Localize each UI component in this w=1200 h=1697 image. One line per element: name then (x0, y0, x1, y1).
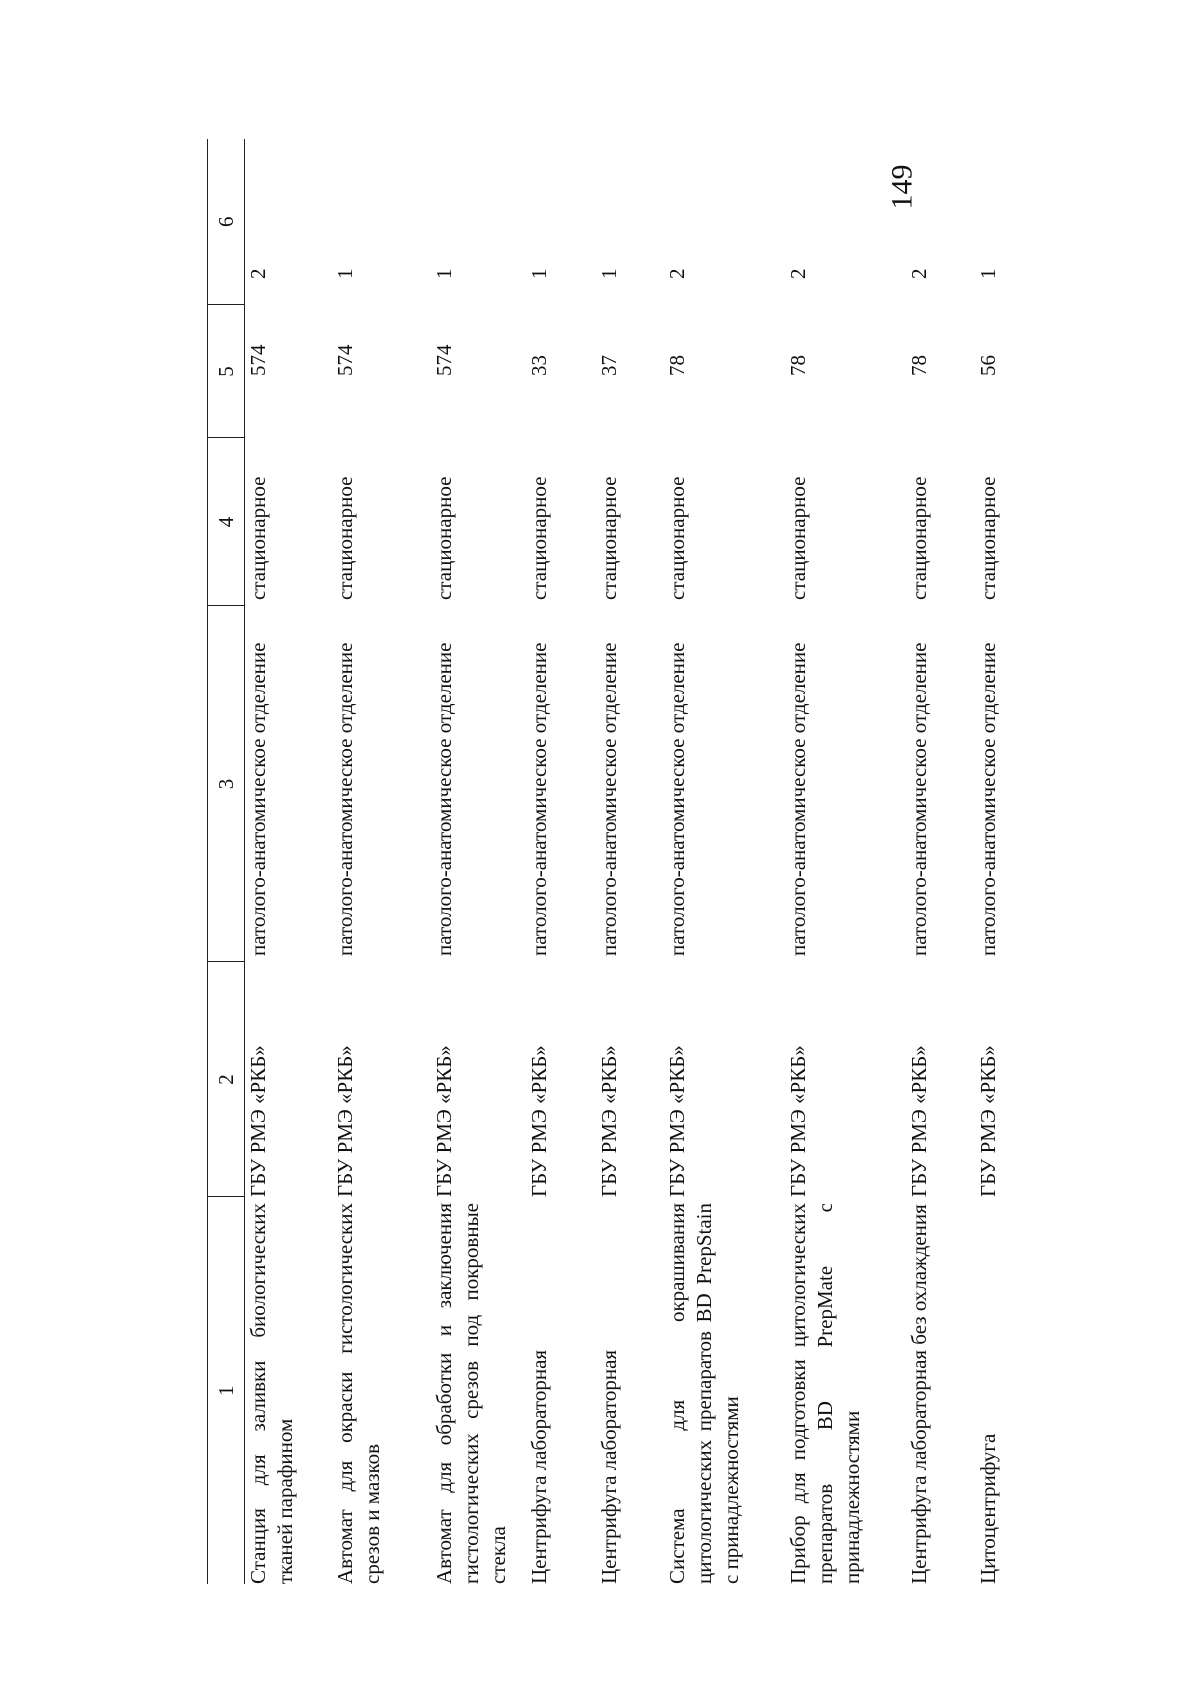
header-col-1: 1 (208, 1197, 245, 1584)
organization-cell: ГБУ РМЭ «РКБ» (246, 1045, 270, 1197)
organization-cell: ГБУ РМЭ «РКБ» (432, 1045, 456, 1197)
organization-cell: ГБУ РМЭ «РКБ» (786, 1045, 810, 1197)
department-cell: патолого-анатомическое отделение (527, 642, 551, 956)
table-row (245, 139, 333, 1584)
type-cell: стационарное (527, 476, 551, 600)
equipment-table (207, 139, 1035, 1584)
quantity-cell: 2 (907, 268, 931, 279)
type-cell: стационарное (786, 476, 810, 600)
organization-cell: ГБУ РМЭ «РКБ» (976, 1045, 1000, 1197)
equipment-name-cell: Цитоцентрифуга (976, 1433, 1000, 1584)
quantity-cell: 1 (976, 268, 1000, 279)
header-col-2: 2 (208, 962, 245, 1197)
value-cell: 78 (786, 355, 810, 376)
header-row (208, 139, 245, 1584)
value-cell: 78 (907, 355, 931, 376)
organization-cell: ГБУ РМЭ «РКБ» (907, 1045, 931, 1197)
type-cell: стационарное (976, 476, 1000, 600)
header-col-6: 6 (208, 139, 245, 305)
department-cell: патолого-анатомическое отделение (246, 642, 270, 956)
department-cell: патолого-анатомическое отделение (333, 642, 357, 956)
equipment-name-cell: Автомат для обработки и заключения гистологических срезов под покровные стекла (432, 1203, 510, 1584)
quantity-cell: 1 (527, 268, 551, 279)
organization-cell: ГБУ РМЭ «РКБ» (665, 1045, 689, 1197)
type-cell: стационарное (246, 476, 270, 600)
table-row (664, 139, 785, 1584)
type-cell: стационарное (333, 476, 357, 600)
department-cell: патолого-анатомическое отделение (907, 642, 931, 956)
quantity-cell: 2 (665, 268, 689, 279)
table-row (332, 139, 431, 1584)
type-cell: стационарное (597, 476, 621, 600)
value-cell: 574 (432, 344, 456, 376)
equipment-name-cell: Прибор для подготовки цитологических препаратов BD PrepMate с принадлежностями (786, 1203, 864, 1584)
equipment-name-cell: Автомат для окраски гистологических срезов и мазков (333, 1203, 384, 1584)
department-cell: патолого-анатомическое отделение (432, 642, 456, 956)
quantity-cell: 2 (246, 268, 270, 279)
equipment-name-cell: Центрифуга лабораторная (597, 1349, 621, 1584)
department-cell: патолого-анатомическое отделение (665, 642, 689, 956)
header-col-4: 4 (208, 438, 245, 606)
value-cell: 37 (597, 355, 621, 376)
table-row (526, 139, 596, 1584)
table-row (785, 139, 906, 1584)
type-cell: стационарное (432, 476, 456, 600)
equipment-name-cell: Система для окрашивания цитологических препаратов BD PrepStain с принадлежностями (665, 1203, 743, 1584)
table-row (906, 139, 975, 1584)
page-number: 149 (885, 164, 919, 210)
value-cell: 78 (665, 355, 689, 376)
organization-cell: ГБУ РМЭ «РКБ» (527, 1045, 551, 1197)
equipment-name-cell: Станция для заливки биологических тканей парафином (246, 1203, 297, 1584)
organization-cell: ГБУ РМЭ «РКБ» (597, 1045, 621, 1197)
department-cell: патолого-анатомическое отделение (976, 642, 1000, 956)
quantity-cell: 2 (786, 268, 810, 279)
department-cell: патолого-анатомическое отделение (597, 642, 621, 956)
header-col-3: 3 (208, 606, 245, 962)
equipment-name-cell: Центрифуга лабораторная (527, 1349, 551, 1584)
value-cell: 574 (333, 344, 357, 376)
quantity-cell: 1 (597, 268, 621, 279)
quantity-cell: 1 (333, 268, 357, 279)
value-cell: 33 (527, 355, 551, 376)
table-row (596, 139, 664, 1584)
table-row (975, 139, 1035, 1584)
organization-cell: ГБУ РМЭ «РКБ» (333, 1045, 357, 1197)
value-cell: 574 (246, 344, 270, 376)
type-cell: стационарное (907, 476, 931, 600)
value-cell: 56 (976, 355, 1000, 376)
table-row (431, 139, 526, 1584)
equipment-name-cell: Центрифуга лабораторная без охлаждения (907, 1204, 931, 1584)
equipment-table-rotated (207, 139, 1002, 1584)
header-col-5: 5 (208, 305, 245, 438)
quantity-cell: 1 (432, 268, 456, 279)
department-cell: патолого-анатомическое отделение (786, 642, 810, 956)
type-cell: стационарное (665, 476, 689, 600)
